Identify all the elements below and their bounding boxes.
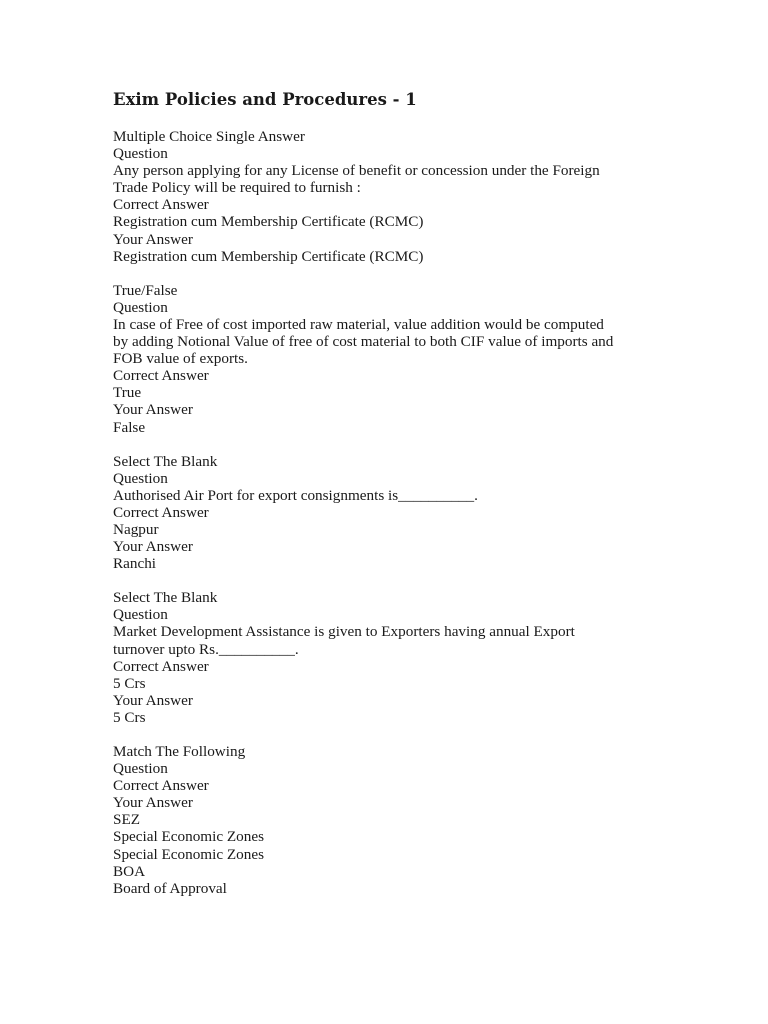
your-answer-label: Your Answer <box>113 691 193 709</box>
your-answer-value: Ranchi <box>113 555 157 573</box>
match-term: SEZ <box>113 811 141 829</box>
correct-answer-value: Nagpur <box>113 520 159 538</box>
correct-answer-label: Correct Answer <box>113 367 209 385</box>
question-label: Question <box>113 145 168 163</box>
your-answer-label: Your Answer <box>113 794 193 812</box>
correct-answer-label: Correct Answer <box>113 503 209 521</box>
question-text-line: FOB value of exports. <box>113 350 248 368</box>
match-correct-answer: Board of Approval <box>113 879 227 897</box>
question-label: Question <box>113 606 168 624</box>
correct-answer-label: Correct Answer <box>113 196 209 214</box>
correct-answer-value: Registration cum Membership Certificate (RCMC) <box>113 213 424 231</box>
correct-answer-value: True <box>113 384 142 402</box>
question-block <box>113 453 683 573</box>
your-answer-value: 5 Crs <box>113 708 146 726</box>
question-label: Question <box>113 760 168 778</box>
question-text-line: Market Development Assistance is given to Exporters having annual Export <box>113 623 575 641</box>
question-block <box>113 589 683 726</box>
question-label: Question <box>113 469 168 487</box>
question-type: Select The Blank <box>113 452 218 470</box>
question-block <box>113 128 683 265</box>
question-type: Match The Following <box>113 743 246 760</box>
question-text-line: In case of Free of cost imported raw material, value addition would be computed <box>113 315 604 333</box>
question-type: Select The Blank <box>113 589 218 607</box>
match-correct-answer: Special Economic Zones <box>113 828 264 846</box>
question-text-line: Trade Policy will be required to furnish : <box>113 179 361 197</box>
question-type: True/False <box>113 281 178 299</box>
document-title: Exim Policies and Procedures - 1 <box>113 90 417 109</box>
match-your-answer: Special Economic Zones <box>113 845 264 863</box>
match-question-block <box>113 743 683 897</box>
correct-answer-value: 5 Crs <box>113 674 146 692</box>
question-type: Multiple Choice Single Answer <box>113 128 305 145</box>
your-answer-label: Your Answer <box>113 401 193 419</box>
correct-answer-label: Correct Answer <box>113 777 209 795</box>
match-term: BOA <box>113 862 146 880</box>
question-text-line: turnover upto Rs.__________. <box>113 640 299 658</box>
question-label: Question <box>113 298 168 316</box>
question-text-line: Any person applying for any License of benefit or concession under the Foreign <box>113 162 600 180</box>
your-answer-label: Your Answer <box>113 538 193 556</box>
question-text-line: by adding Notional Value of free of cost material to both CIF value of imports and <box>113 333 614 351</box>
your-answer-value: False <box>113 418 146 436</box>
question-text-line: Authorised Air Port for export consignments is__________. <box>113 486 478 504</box>
correct-answer-label: Correct Answer <box>113 657 209 675</box>
your-answer-value: Registration cum Membership Certificate (RCMC) <box>113 247 424 265</box>
document-page <box>113 86 683 914</box>
question-block <box>113 282 683 436</box>
your-answer-label: Your Answer <box>113 230 193 248</box>
